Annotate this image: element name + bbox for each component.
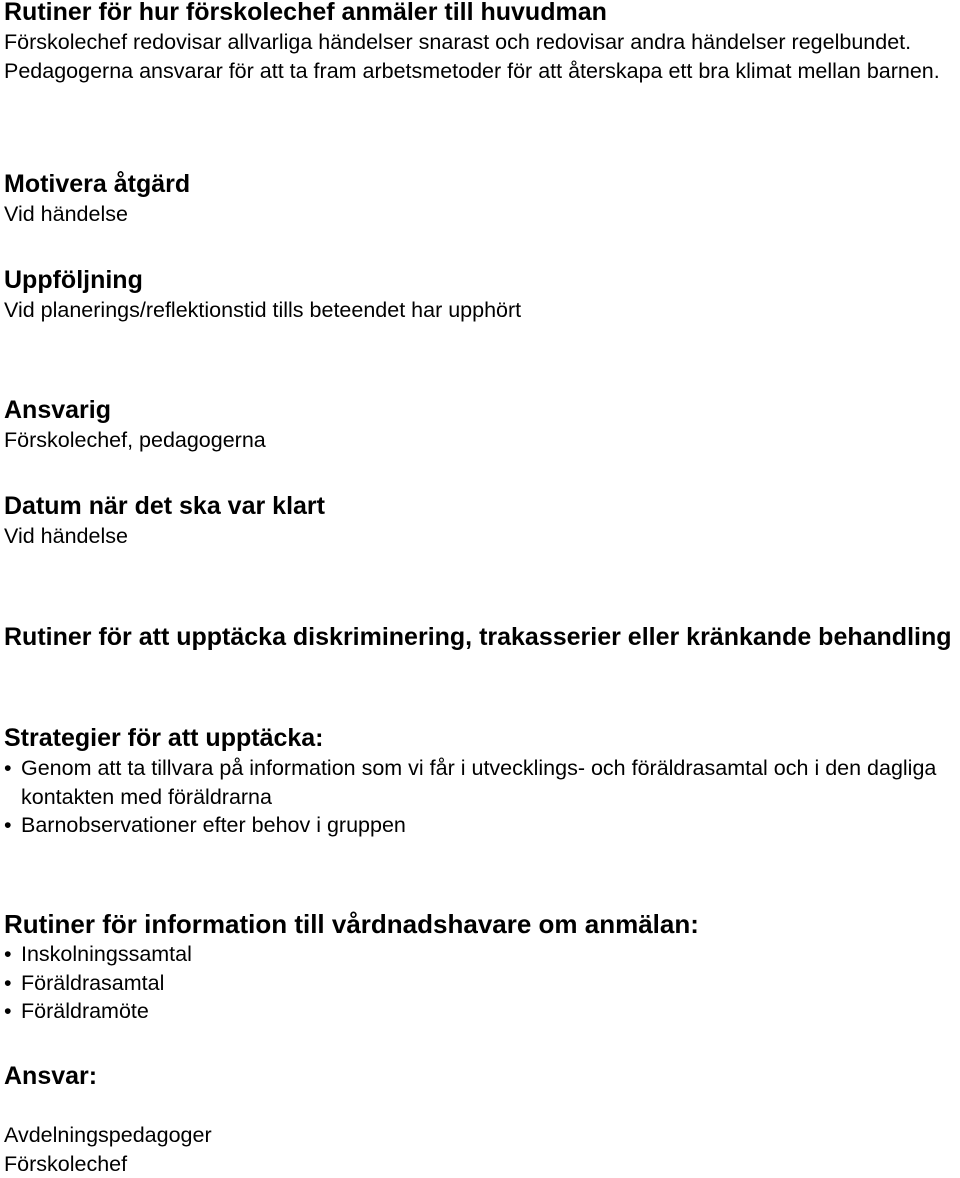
section-detection-routines: [4, 620, 956, 654]
list-item: • Föräldramöte: [4, 997, 956, 1026]
section-strategier: [4, 722, 956, 840]
information-list: [4, 940, 956, 1026]
text-serious-events: Förskolechef redovisar allvarliga händelser snarast och redovisar andra händelser regelbundet.: [4, 28, 956, 57]
section-information: [4, 908, 956, 1026]
text-datum: Vid händelse: [4, 522, 956, 551]
heading-ansvar: Ansvar:: [4, 1060, 956, 1092]
heading-information: Rutiner för information till vårdnadshavare om anmälan:: [4, 908, 956, 940]
heading-detection-routines: Rutiner för att upptäcka diskriminering, trakasserier eller kränkande behandling: [4, 620, 956, 654]
heading-strategier: Strategier för att upptäcka:: [4, 722, 956, 754]
heading-reporting-routines: Rutiner för hur förskolechef anmäler till huvudman: [4, 0, 956, 28]
section-motivera: [4, 168, 956, 229]
section-datum: [4, 490, 956, 551]
section-reporting-routines: [4, 0, 956, 85]
text-pedagogue-responsibility: Pedagogerna ansvarar för att ta fram arbetsmetoder för att återskapa ett bra klimat mellan barnen.: [4, 57, 956, 86]
text-ansvar-forskolechef: Förskolechef: [4, 1150, 956, 1178]
heading-datum: Datum när det ska var klart: [4, 490, 956, 522]
heading-uppfoljning: Uppföljning: [4, 264, 956, 296]
list-item: • Föräldrasamtal: [4, 969, 956, 998]
text-ansvarig: Förskolechef, pedagogerna: [4, 426, 956, 455]
text-ansvar-pedagoger: Avdelningspedagoger: [4, 1121, 956, 1150]
heading-motivera: Motivera åtgärd: [4, 168, 956, 200]
list-item: • Genom att ta tillvara på information som vi får i utvecklings- och föräldrasamtal och i den dagliga kontakten med föräldrarna: [4, 754, 956, 811]
section-ansvarig: [4, 394, 956, 455]
heading-ansvarig: Ansvarig: [4, 394, 956, 426]
text-uppfoljning: Vid planerings/reflektionstid tills beteendet har upphört: [4, 296, 956, 325]
ansvar-lines: [4, 1121, 956, 1178]
section-ansvar: [4, 1060, 956, 1092]
list-item: • Barnobservationer efter behov i gruppen: [4, 811, 956, 840]
list-item: • Inskolningssamtal: [4, 940, 956, 969]
section-uppfoljning: [4, 264, 956, 325]
text-motivera: Vid händelse: [4, 200, 956, 229]
strategier-list: [4, 754, 956, 840]
